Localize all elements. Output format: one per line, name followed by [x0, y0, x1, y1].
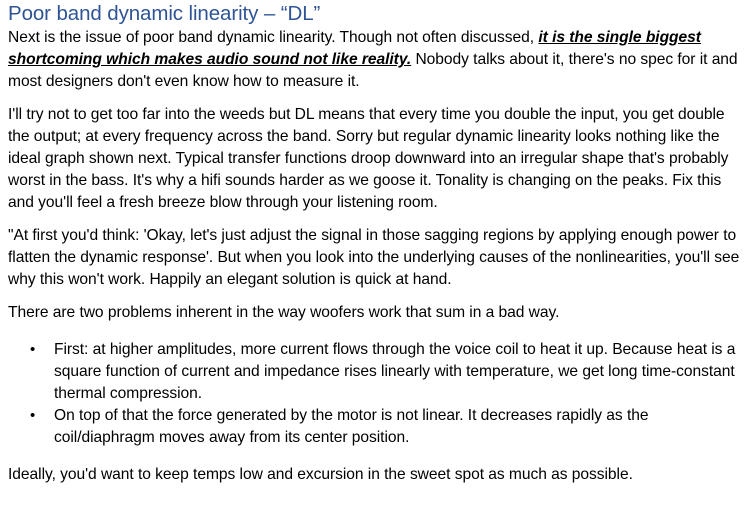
bullet-icon: •: [30, 407, 36, 424]
list-item: [30, 339, 744, 405]
paragraph-intro: [8, 27, 744, 93]
intro-text-end: Nobody talks about it, there's no spec for it and most designers don't even know how to measure it.: [8, 51, 738, 90]
problem-list: [8, 339, 744, 449]
paragraph-dl-definition: I'll try not to get too far into the weeds but DL means that every time you double the input, you get double the output; at every frequency across the band. Sorry but regular dynamic linearity looks nothing like the ideal graph shown next. Typical transfer functions droop downward into an irregular shape that's probably worst in the bass. It's why a hifi sounds harder as we goose it. Tonality is changing on the peaks. Fix this and you'll feel a fresh breeze blow through your listening room.: [8, 106, 729, 211]
paragraph-quote: "At first you'd think: 'Okay, let's just adjust the signal in those sagging regions by applying enough power to flatten the dynamic response'. But when you look into the underlying causes of the nonlinearities, you'll see why this won't work. Happily an elegant solution is quick at hand.: [8, 227, 740, 288]
section-heading: Poor band dynamic linearity – “DL”: [8, 2, 321, 25]
list-item-text: On top of that the force generated by the motor is not linear. It decreases rapidly as the coil/diaphragm moves away from its center position.: [54, 407, 649, 446]
intro-text: Next is the issue of poor band dynamic linearity. Though not often discussed,: [8, 29, 539, 46]
paragraph-two-problems: There are two problems inherent in the way woofers work that sum in a bad way.: [8, 304, 560, 321]
emphasis-text: it is the single biggest shortcoming which makes audio sound not like reality.: [8, 29, 701, 68]
list-item-text: First: at higher amplitudes, more current flows through the voice coil to heat it up. Because heat is a square function of current and impedance rises linearly with temperature, we get long time-constant thermal compression.: [54, 341, 736, 402]
bullet-icon: •: [30, 341, 36, 358]
paragraph-conclusion: Ideally, you'd want to keep temps low and excursion in the sweet spot as much as possible.: [8, 466, 633, 483]
list-item: [30, 405, 744, 449]
